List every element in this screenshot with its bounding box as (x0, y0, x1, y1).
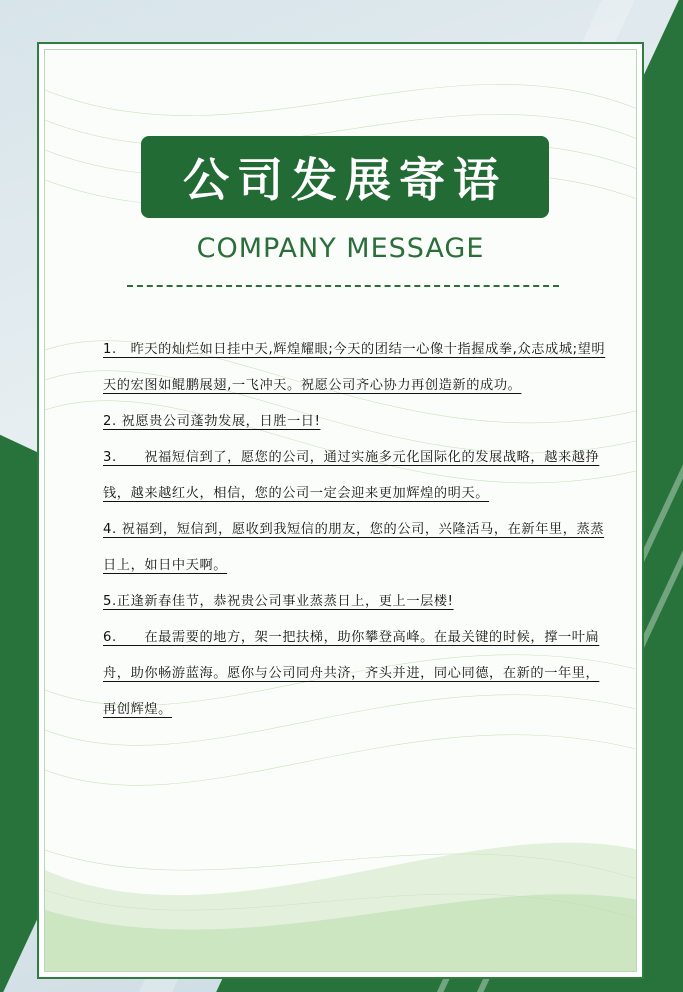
poster-card (37, 42, 644, 979)
message-paragraph: 5.正逢新春佳节，恭祝贵公司事业蒸蒸日上，更上一层楼! (103, 594, 454, 609)
message-paragraph: 4. 祝福到，短信到，愿收到我短信的朋友，您的公司，兴隆活马，在新年里，蒸蒸日上，如日中天啊。 (103, 522, 605, 573)
dashed-divider (127, 285, 559, 287)
message-paragraph: 6. 在最需要的地方，架一把扶梯，助你攀登高峰。在最关键的时候，撑一叶扁舟，助你畅游蓝海。愿你与公司同舟共济，齐头并进，同心同德，在新的一年里，再创辉煌。 (103, 630, 600, 717)
poster-inner-frame (44, 49, 637, 972)
message-paragraph: 1. 昨天的灿烂如日挂中天,辉煌耀眼;今天的团结一心像十指握成拳,众志成城;望明天的宏图如鲲鹏展翅,一飞冲天。祝愿公司齐心协力再创造新的成功。 (103, 342, 606, 393)
page-subtitle: COMPANY MESSAGE (196, 233, 485, 264)
page-title: 公司发展寄语 (183, 153, 507, 207)
message-list (103, 332, 611, 728)
message-paragraph: 2. 祝愿贵公司蓬勃发展，日胜一日! (103, 414, 321, 429)
message-paragraph: 3. 祝福短信到了，愿您的公司，通过实施多元化国际化的发展战略，越来越挣钱，越来越红火，相信，您的公司一定会迎来更加辉煌的明天。 (103, 450, 600, 501)
title-banner (141, 136, 549, 218)
